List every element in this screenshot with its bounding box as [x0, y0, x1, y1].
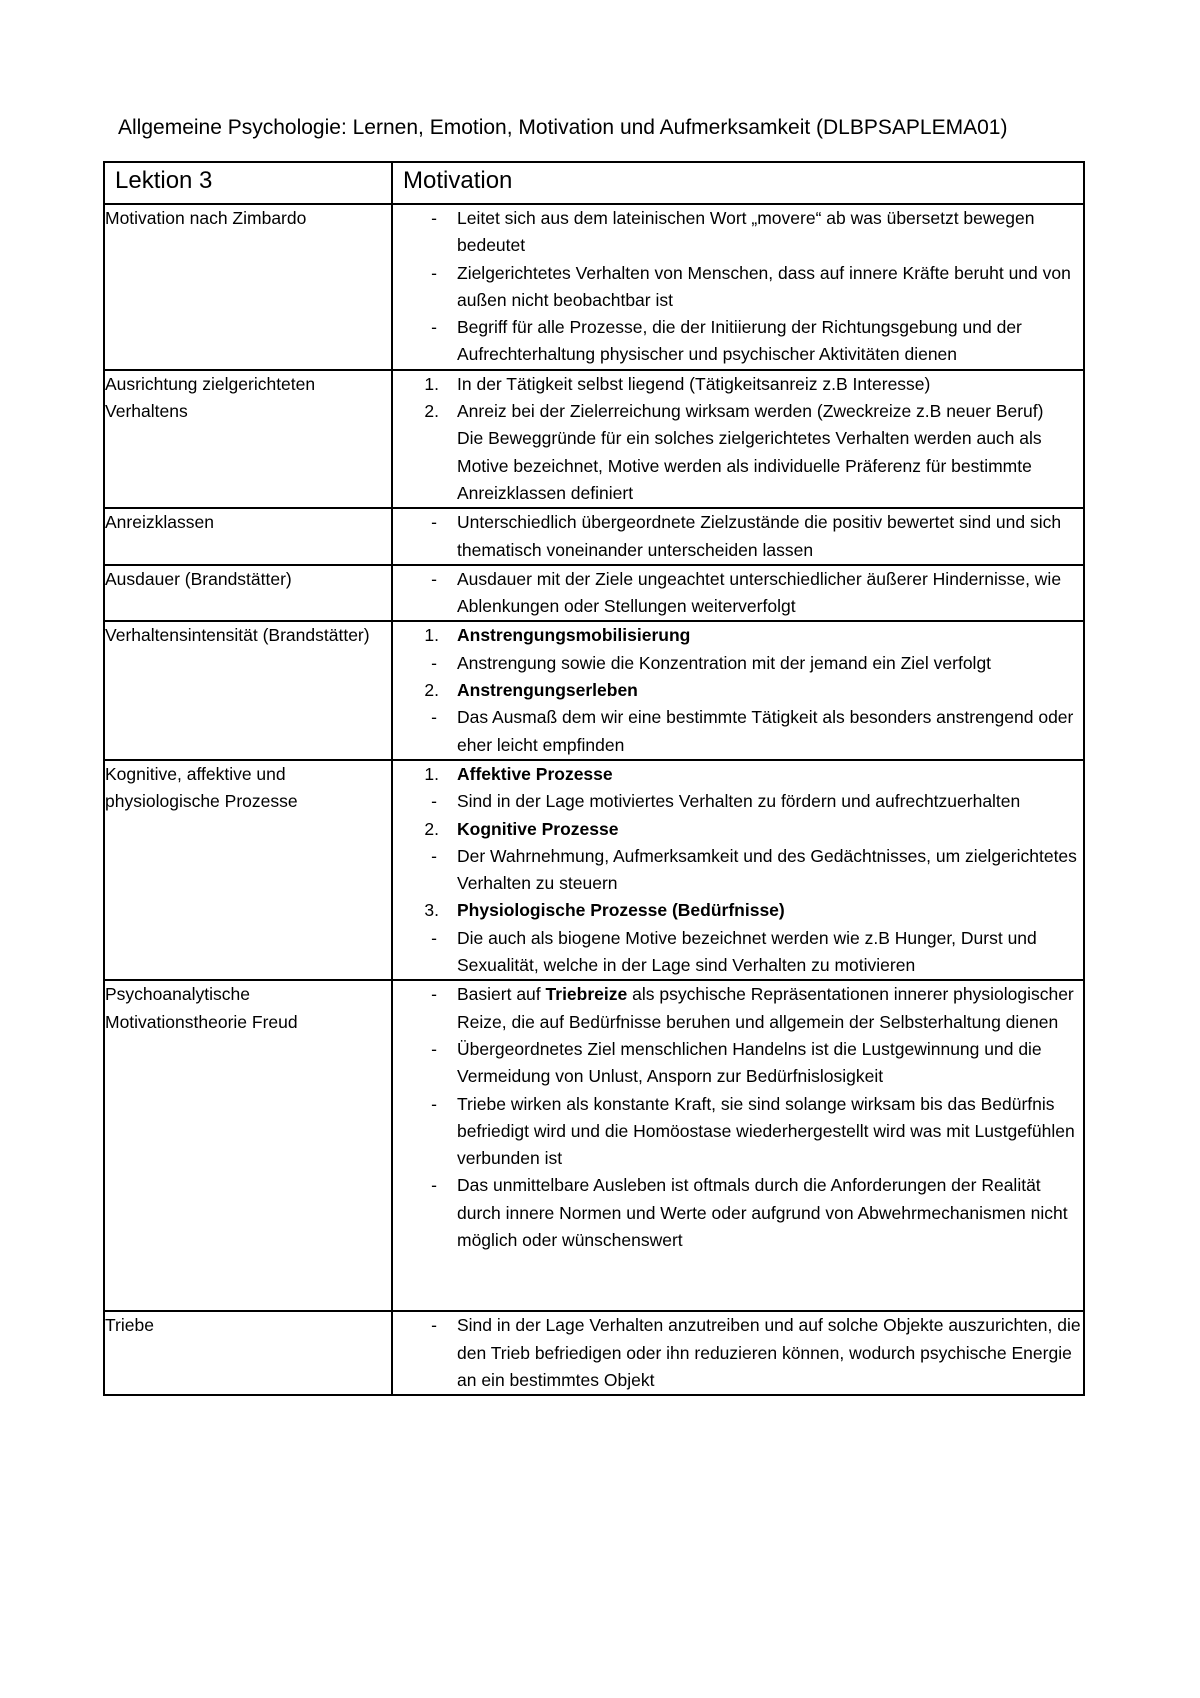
list-item: [393, 981, 1083, 1036]
table-row: [104, 980, 1084, 1311]
item-text-pre: Basiert auf: [457, 984, 546, 1005]
number-marker: 1.: [424, 763, 439, 784]
list-item: [393, 622, 1083, 649]
bullet-marker: -: [431, 262, 437, 283]
list-item: [393, 398, 1083, 425]
table-row: [104, 204, 1084, 370]
list-item: [393, 205, 1083, 260]
item-text: Der Wahrnehmung, Aufmerksamkeit und des Gedächtnisses, um zielgerichtetes Verhalten zu steuern: [457, 845, 1077, 894]
content-cell: [392, 980, 1084, 1311]
item-text: Begriff für alle Prozesse, die der Initiierung der Richtungsgebung und der Aufrechterhaltung physischer und psychischer Aktivitäten dienen: [457, 317, 1022, 365]
term-cell: Ausrichtung zielgerichteten Verhaltens: [104, 370, 392, 508]
item-heading: Affektive Prozesse: [457, 763, 613, 784]
bullet-marker: -: [431, 568, 437, 589]
list-item: [393, 704, 1083, 759]
number-marker: 3.: [424, 900, 439, 921]
bullet-marker: -: [431, 1175, 437, 1196]
item-text: Ausdauer mit der Ziele ungeachtet unterschiedlicher äußerer Hindernisse, wie Ablenkungen oder Stellungen weiterverfolgt: [457, 568, 1062, 617]
list-item: [393, 1036, 1083, 1091]
item-text: Das Ausmaß dem wir eine bestimmte Tätigkeit als besonders anstrengend oder eher leicht empfinden: [457, 707, 1074, 755]
page-title: Allgemeine Psychologie: Lernen, Emotion, Motivation und Aufmerksamkeit (DLBPSAPLEMA01): [118, 116, 1008, 139]
content-cell: [392, 204, 1084, 370]
item-text: Die auch als biogene Motive bezeichnet werden wie z.B Hunger, Durst und Sexualität, welche in der Lage sind Verhalten zu motivieren: [457, 927, 1037, 976]
list-item: [393, 1172, 1083, 1254]
bullet-marker: -: [431, 208, 437, 228]
bullet-marker: -: [431, 512, 437, 533]
item-text: Triebe wirken als konstante Kraft, sie sind solange wirksam bis das Bedürfnis befriedigt wird und die Homöostase wiederhergestellt wird was mit Lustgefühlen verbunden ist: [457, 1093, 1075, 1169]
item-text: Leitet sich aus dem lateinischen Wort „movere“ ab was übersetzt bewegen bedeutet: [457, 208, 1035, 256]
bullet-marker: -: [431, 984, 437, 1005]
item-text: Übergeordnetes Ziel menschlichen Handelns ist die Lustgewinnung und die Vermeidung von Unlust, Ansporn zur Bedürfnislosigkeit: [457, 1038, 1042, 1087]
list-item: [393, 260, 1083, 315]
list-item: [393, 843, 1083, 898]
item-text: Anreiz bei der Zielerreichung wirksam werden (Zweckreize z.B neuer Beruf): [457, 401, 1044, 422]
item-text: Zielgerichtetes Verhalten von Menschen, dass auf innere Kräfte beruht und von außen nicht beobachtbar ist: [457, 262, 1071, 310]
list-item: [393, 371, 1083, 398]
term-cell: Ausdauer (Brandstätter): [104, 565, 392, 622]
number-marker: 2.: [424, 818, 439, 839]
list-item: [393, 788, 1083, 815]
number-marker: 1.: [424, 625, 439, 646]
term-cell: Kognitive, affektive und physiologische Prozesse: [104, 760, 392, 980]
term-cell: Anreizklassen: [104, 508, 392, 565]
bullet-marker: -: [431, 1093, 437, 1114]
list-item: [393, 509, 1083, 564]
content-cell: [392, 565, 1084, 622]
item-text: Anstrengung sowie die Konzentration mit der jemand ein Ziel verfolgt: [457, 652, 992, 673]
bullet-marker: -: [431, 845, 437, 866]
list-item: [393, 761, 1083, 788]
item-text: Sind in der Lage Verhalten anzutreiben und auf solche Objekte auszurichten, die den Trieb befriedigen oder ihn reduzieren können, wodurch psychische Energie an ein bestimmtes Objekt: [457, 1315, 1081, 1390]
item-text: Unterschiedlich übergeordnete Zielzustände die positiv bewertet sind und sich thematisch voneinander unterscheiden lassen: [457, 512, 1062, 560]
content-cell: [392, 370, 1084, 508]
table-row: [104, 565, 1084, 622]
list-item: [393, 677, 1083, 704]
bullet-marker: -: [431, 1315, 437, 1336]
list-item: [393, 314, 1083, 369]
table-row: [104, 1311, 1084, 1395]
number-marker: 2.: [424, 680, 439, 701]
list-item: [393, 1091, 1083, 1173]
table-header-row: [104, 162, 1084, 204]
item-heading: Anstrengungserleben: [457, 680, 638, 701]
table-row: [104, 370, 1084, 508]
list-item: [393, 650, 1083, 677]
term-cell: Motivation nach Zimbardo: [104, 204, 392, 370]
item-heading: Anstrengungsmobilisierung: [457, 625, 691, 646]
list-item: [393, 897, 1083, 924]
content-cell: [392, 1311, 1084, 1395]
table-row: [104, 621, 1084, 759]
bullet-marker: -: [431, 927, 437, 948]
bullet-marker: -: [431, 317, 437, 338]
bullet-marker: -: [431, 652, 437, 673]
number-marker: 2.: [424, 401, 439, 422]
item-heading: Kognitive Prozesse: [457, 818, 619, 839]
cell-spacer: [393, 1254, 1083, 1310]
item-heading: Physiologische Prozesse (Bedürfnisse): [457, 900, 785, 921]
table-row: [104, 508, 1084, 565]
table-row: [104, 760, 1084, 980]
lesson-table: [103, 161, 1085, 1396]
item-text: Das unmittelbare Ausleben ist oftmals durch die Anforderungen der Realität durch innere Normen und Werte oder aufgrund von Abwehrmechanismen nicht möglich oder wünschenswert: [457, 1175, 1068, 1250]
term-cell: Verhaltensintensität (Brandstätter): [104, 621, 392, 759]
content-cell: [392, 621, 1084, 759]
content-cell: [392, 760, 1084, 980]
note-text: Die Beweggründe für ein solches zielgerichtetes Verhalten werden auch als Motive bezeichnet, Motive werden als individuelle Präferenz für bestimmte Anreizklassen definiert: [457, 428, 1042, 503]
list-item: [393, 1312, 1083, 1394]
list-item: [393, 566, 1083, 621]
item-text: [457, 981, 1083, 1036]
lesson-label: Lektion 3: [104, 162, 392, 204]
item-text: In der Tätigkeit selbst liegend (Tätigkeitsanreiz z.B Interesse): [457, 373, 931, 394]
content-cell: [392, 508, 1084, 565]
list-item: [393, 816, 1083, 843]
bullet-marker: -: [431, 707, 437, 728]
item-text-bold: Triebreize: [545, 984, 628, 1005]
list-item: [393, 925, 1083, 980]
term-cell: Psychoanalytische Motivationstheorie Freud: [104, 980, 392, 1311]
item-text-post: als psychische Repräsentationen innerer physiologischer Reize, die auf Bedürfnisse beruhen und allgemein der Selbsterhaltung dienen: [457, 984, 1074, 1032]
bullet-marker: -: [431, 791, 437, 812]
bullet-marker: -: [431, 1038, 437, 1059]
item-text: Sind in der Lage motiviertes Verhalten zu fördern und aufrechtzuerhalten: [457, 791, 1021, 812]
topic-label: Motivation: [392, 162, 1084, 204]
number-marker: 1.: [424, 373, 439, 394]
term-cell: Triebe: [104, 1311, 392, 1395]
